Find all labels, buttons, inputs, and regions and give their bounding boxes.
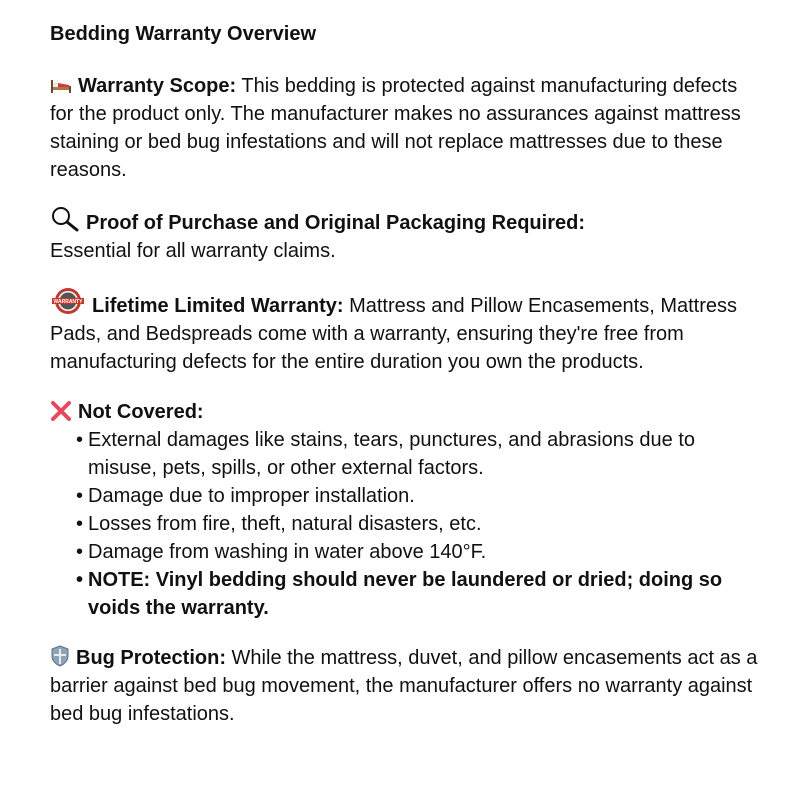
warranty-seal-icon [50, 287, 86, 315]
warranty-document [50, 20, 760, 750]
list-item: • Losses from fire, theft, natural disasters, etc. [76, 510, 760, 538]
seal-text: WARRANTY [53, 299, 83, 305]
note-item: • NOTE: Vinyl bedding should never be laundered or dried; doing so voids the warranty. [76, 566, 760, 622]
list-item: • External damages like stains, tears, punctures, and abrasions due to misuse, pets, spills, or other external factors. [76, 426, 760, 482]
section-heading: Warranty Scope: [78, 75, 237, 97]
section-lifetime-warranty [50, 287, 760, 376]
section-heading: Lifetime Limited Warranty: [92, 295, 344, 317]
magnifier-icon [50, 206, 80, 232]
section-text: Mattress and Pillow Encasements, Mattress Pads, and Bedspreads come with a warranty, ensuring they're free from manufacturing defects for the entire duration you own the products. [50, 295, 737, 373]
section-warranty-scope [50, 72, 760, 184]
section-heading: Proof of Purchase and Original Packaging Required: [86, 212, 585, 234]
shield-icon [50, 645, 70, 667]
list-item: • Damage from washing in water above 140°F. [76, 538, 760, 566]
section-not-covered [50, 398, 760, 622]
section-text: Essential for all warranty claims. [50, 240, 336, 262]
bed-icon [50, 77, 72, 95]
not-covered-list [50, 426, 760, 622]
section-heading: Not Covered: [78, 401, 204, 423]
cross-mark-icon [50, 401, 72, 421]
section-text: This bedding is protected against manufacturing defects for the product only. The manufacturer makes no assurances against mattress staining or bed bug infestations and will not replace mattresses due to these reasons. [50, 75, 741, 181]
list-item: • Damage due to improper installation. [76, 482, 760, 510]
section-bug-protection [50, 644, 760, 728]
section-text: While the mattress, duvet, and pillow encasements act as a barrier against bed bug movement, the manufacturer offers no warranty against bed bug infestations. [50, 647, 758, 725]
page-title: Bedding Warranty Overview [50, 23, 316, 45]
section-heading: Bug Protection: [76, 647, 226, 669]
section-proof-of-purchase [50, 206, 760, 265]
